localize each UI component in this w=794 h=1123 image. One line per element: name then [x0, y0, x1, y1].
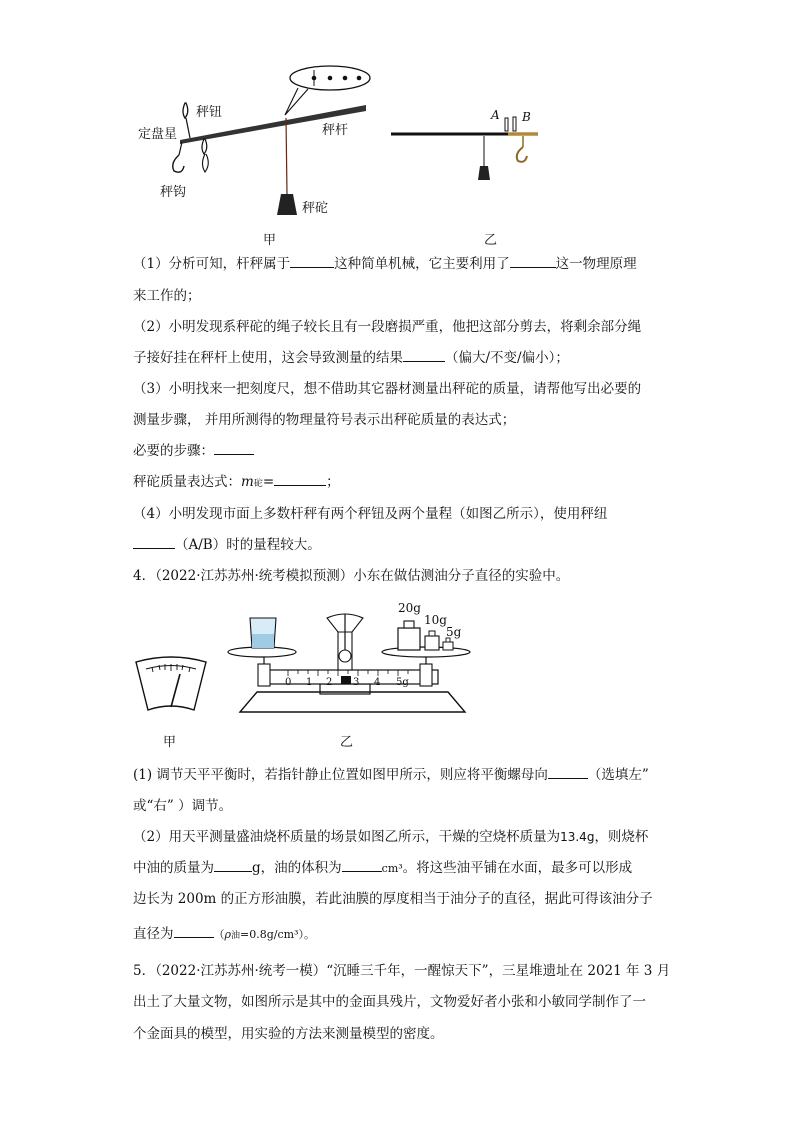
q4-p2-text-d: g，油的体积为: [252, 860, 342, 876]
q4-p2-rho: ρ: [224, 928, 231, 941]
label-hook: 秤钩: [160, 185, 187, 200]
q4-p2-unit: cm³: [381, 862, 403, 875]
weight-5g: [443, 642, 453, 650]
q3-expr-m: m: [241, 474, 254, 490]
q3-expr-eq: =: [262, 474, 275, 490]
q4-part2-line4: [133, 925, 315, 945]
weight-b: [478, 166, 490, 180]
label-weight-20g: 20g: [398, 601, 421, 615]
q3-part1: [133, 255, 637, 273]
q3-part2-line2: [133, 349, 569, 367]
q4-part2-line3: 边长为 200m 的正方形油膜，若此油膜的厚度相当于油分子的直径，据此可得该油分子: [133, 891, 653, 907]
q3-part1-cont: 来工作的；: [133, 288, 201, 304]
q3-steps-label: 必要的步骤：: [133, 443, 214, 459]
scale-dots: [312, 76, 362, 81]
caption-jia-1: 甲: [263, 233, 277, 248]
q5-line1: 5．（2022·江苏苏州·统考一模）“沉睡三千年，一醒惊天下”，三星堆遗址在 2021 年 3 月: [133, 963, 671, 979]
q4-p1-blank[interactable]: [548, 766, 588, 779]
label-button: 秤钮: [196, 105, 223, 120]
q3-part4-line1: （4）小明发现市面上多数杆秤有两个秤钮及两个量程（如图乙所示），使用秤纽: [133, 506, 608, 522]
q3-p4-text-b: （A/B）时的量程较大。: [175, 537, 321, 553]
weight-10g: [425, 636, 439, 650]
hook: [173, 155, 184, 172]
q4-p1-text-b: （选填左”: [587, 767, 649, 783]
scale-label-1: 1: [306, 677, 313, 688]
q3-p2-text-b: 子接好挂在秤杆上使用，这会导致测量的结果: [133, 350, 403, 366]
hook-b: [517, 147, 527, 162]
label-weight-5g: 5g: [446, 625, 462, 639]
q4-part1-line2: 或“右” ）调节。: [133, 798, 233, 814]
q3-p1-blank2[interactable]: [510, 255, 556, 268]
label-point-b: B: [522, 110, 531, 124]
q3-expr-blank[interactable]: [274, 473, 326, 486]
weight-block: [277, 194, 297, 215]
q4-p2-blank1[interactable]: [214, 859, 252, 872]
q3-expression: [133, 473, 340, 493]
q4-p2-blank3[interactable]: [174, 925, 214, 938]
q4-p2-blank2[interactable]: [342, 859, 382, 872]
q3-expr-label: 秤砣质量表达式：: [133, 474, 241, 490]
q3-expr-end: ；: [326, 474, 340, 490]
rider: [341, 676, 351, 684]
caption-yi-2: 乙: [340, 735, 354, 750]
q4-p2-text-a: （2）用天平测量盛油烧杯质量的场景如图乙所示，干燥的空烧杯质量为: [133, 829, 561, 845]
q4-p2-mass: 13.4g: [560, 830, 595, 844]
q4-p2-text-i: =0.8g/cm³）。: [239, 928, 315, 941]
label-point-a: A: [491, 108, 500, 122]
q4-header: 4．（2022·江苏苏州·统考模拟预测）小东在做估测油分子直径的实验中。: [133, 568, 570, 584]
q3-p1-text-b: 这种简单机械，它主要利用了: [334, 256, 510, 272]
q4-p2-text-h: （: [213, 928, 225, 941]
q4-p2-text-g: 直径为: [133, 926, 174, 942]
q5-line3: 个金面具的模型，用实验的方法来测量模型的密度。: [133, 1026, 444, 1042]
q4-p2-text-c: 中油的质量为: [133, 860, 214, 876]
callout-pointer: [285, 88, 308, 115]
q4-p2-rho-sub: 油: [230, 931, 240, 941]
q4-p2-text-e: 。将这些油平铺在水面，最多可以形成: [402, 860, 633, 876]
q3-steps-blank[interactable]: [214, 442, 254, 455]
weight-20g: [398, 628, 420, 650]
q4-p2-text-b: ，则烧杯: [594, 829, 649, 845]
scale-label-5g: 5g: [396, 677, 409, 688]
label-weight-10g: 10g: [424, 613, 447, 627]
scale-label-3: 3: [353, 677, 360, 688]
scale-label-2: 2: [326, 677, 333, 688]
q3-p1-blank1[interactable]: [290, 255, 334, 268]
q4-part1-line1: [133, 766, 649, 784]
label-weight: 秤砣: [302, 201, 329, 216]
q3-p4-blank[interactable]: [133, 536, 175, 549]
balance-base: [240, 692, 465, 712]
q3-part3-line2: 测量步骤， 并用所测得的物理量符号表示出秤砣质量的表达式；: [133, 412, 516, 428]
q4-part2-line2: [133, 859, 632, 878]
q3-p1-text-c: 这一物理原理: [555, 256, 637, 272]
q4-p1-text-a: (1) 调节天平平衡时，若指针静止位置如图甲所示，则应将平衡螺母向: [133, 767, 548, 783]
q5-line2: 出土了大量文物，如图所示是其中的金面具残片，文物爱好者小张和小敏同学制作了一: [133, 994, 646, 1010]
caption-yi-1: 乙: [484, 233, 498, 248]
button-loop: [183, 103, 188, 118]
q3-expr-sub: 砣: [253, 479, 263, 489]
label-beam: 秤杆: [322, 123, 349, 138]
q3-p2-text-c: （偏大/不变/偏小）；: [445, 350, 569, 366]
q3-steps: [133, 442, 254, 460]
q3-part4-line2: [133, 536, 321, 554]
q3-part2-line1: （2）小明发现系秤砣的绳子较长且有一段磨损严重，他把这部分剪去，将剩余部分绳: [133, 319, 642, 335]
q3-part3-line1: （3）小明找来一把刻度尺，想不借助其它器材测量出秤砣的质量，请帮他写出必要的: [133, 381, 642, 397]
caption-jia-2: 甲: [163, 735, 177, 750]
pointer-gauge-figure: [132, 652, 210, 714]
q3-p1-text-a: （1）分析可知，杆秤属于: [133, 256, 291, 272]
scale-label-0: 0: [285, 677, 292, 688]
label-zero-star: 定盘星: [138, 127, 178, 142]
weight-string: [286, 118, 287, 194]
q4-part2-line1: [133, 828, 648, 846]
q3-p2-blank[interactable]: [403, 349, 445, 362]
scale-label-4: 4: [374, 677, 381, 688]
